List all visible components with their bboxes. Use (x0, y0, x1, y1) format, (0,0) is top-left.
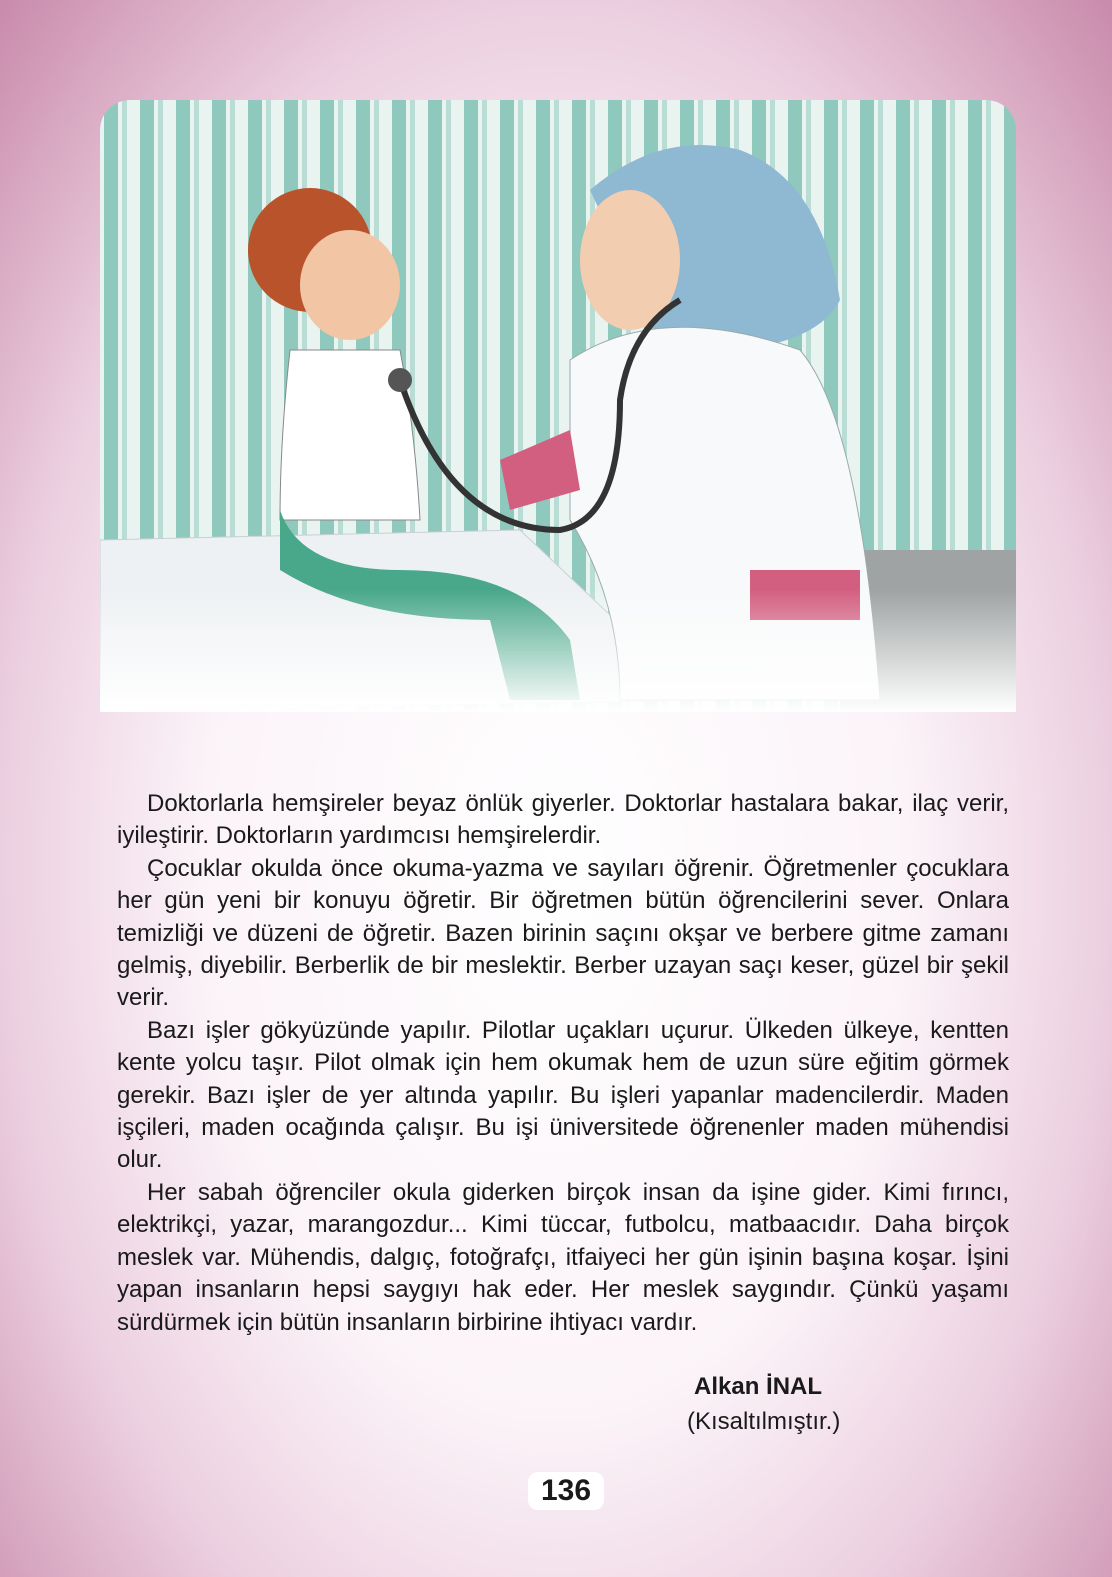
author-name: Alkan İNAL (694, 1373, 823, 1400)
paragraph: Çocuklar okulda önce okuma-yazma ve sayıları öğrenir. Öğretmenler çocuklara her gün yeni bir konuyu öğretir. Bir öğretmen bütün öğrencilerini sever. Onlara temizliği ve düzeni de öğretir. Bazen birinin saçını okşar ve berbere gitme zamanı gelmiş, diyebilir. Berberlik de bir meslektir. Berber uzayan saçı keser, güzel bir şekil verir. (117, 854, 1009, 1012)
paragraph: Bazı işler gökyüzünde yapılır. Pilotlar uçakları uçurur. Ülkeden ülkeye, kentten kente yolcu taşır. Pilot olmak için hem okumak hem de uzun süre eğitim görmek gerekir. Bazı işler de yer altında yapılır. Bu işleri yapanlar madencilerdir. Maden işçileri, maden ocağında çalışır. Bu işi üniversitede öğrenenler maden mühendisi olur. (117, 1016, 1009, 1174)
story-text (117, 788, 1009, 1339)
page-number: 136 (528, 1472, 604, 1510)
illustration-bottom-fade (100, 100, 1016, 712)
paragraph: Doktorlarla hemşireler beyaz önlük giyerler. Doktorlar hastalara bakar, ilaç verir, iyileştirir. Doktorların yardımcısı hemşirelerdir. (117, 790, 1009, 850)
paragraph: Her sabah öğrenciler okula giderken birçok insan da işine gider. Kimi fırıncı, elektrikçi, yazar, marangozdur... Kimi tüccar, futbolcu, matbaacıdır. Daha birçok meslek var. Mühendis, dalgıç, fotoğrafçı, itfaiyeci her gün işinin başına koşar. İşini yapan insanların hepsi saygıyı hak eder. Her meslek saygındır. Çünkü yaşamı sürdürmek için bütün insanların birbirine ihtiyacı vardır. (117, 1178, 1009, 1336)
abridged-note: (Kısaltılmıştır.) (687, 1408, 841, 1435)
nurse-examining-child-illustration (100, 100, 1016, 712)
